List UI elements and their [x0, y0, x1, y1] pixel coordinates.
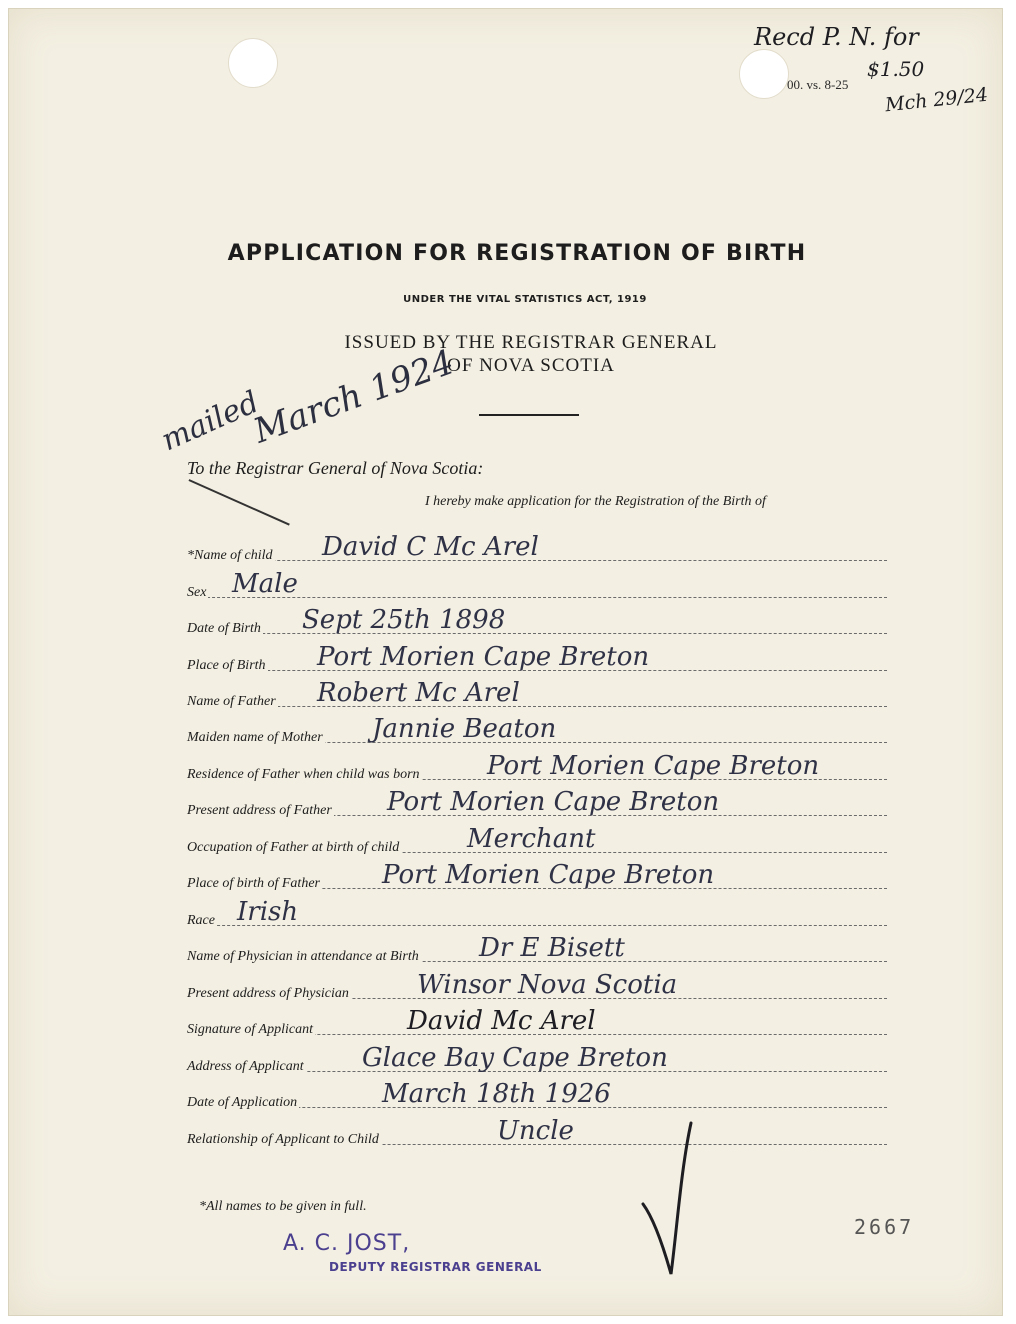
annotation-amount: $1.50: [867, 57, 925, 81]
annotation-received: Recd P. N. for: [754, 23, 919, 51]
field-name-of-father: [187, 680, 887, 710]
field-sex: [187, 571, 887, 601]
field-maiden-name-of-mother: [187, 716, 887, 746]
field-label: Race: [187, 913, 215, 928]
punch-hole-left: [228, 38, 278, 88]
field-label: Place of Birth: [187, 658, 266, 673]
issuer-block: [9, 331, 1003, 377]
field-label: Present address of Father: [187, 803, 332, 818]
field-present-address-of-father: [187, 789, 887, 819]
field-value: Dr E Bisett: [479, 933, 625, 963]
punch-hole-right: [739, 49, 789, 99]
field-value: Irish: [237, 897, 299, 927]
field-value: Port Morien Cape Breton: [387, 787, 720, 817]
checkmark-icon: [639, 1119, 699, 1279]
document-sheet: [8, 8, 1003, 1316]
field-label: Occupation of Father at birth of child: [187, 840, 400, 855]
field-label: Name of Physician in attendance at Birth: [187, 949, 419, 964]
dotted-line: [187, 633, 887, 634]
document-title: APPLICATION FOR REGISTRATION OF BIRTH: [227, 241, 807, 266]
field-label: Residence of Father when child was born: [187, 767, 420, 782]
field-value: Port Morien Cape Breton: [487, 751, 820, 781]
salutation: To the Registrar General of Nova Scotia:: [187, 458, 484, 478]
field-address-of-applicant: [187, 1045, 887, 1075]
issuer-line-1: ISSUED BY THE REGISTRAR GENERAL: [344, 332, 718, 353]
document-subtitle: UNDER THE VITAL STATISTICS ACT, 1919: [403, 294, 647, 305]
mailed-annotation: mailed: [156, 384, 265, 459]
field-label: Relationship of Applicant to Child: [187, 1132, 379, 1147]
field-name-of-child: [187, 534, 887, 564]
field-label: Date of Application: [187, 1095, 298, 1110]
field-place-of-birth-of-father: [187, 862, 887, 892]
field-value: Robert Mc Arel: [317, 678, 520, 708]
field-date-of-birth: [187, 607, 887, 637]
field-label: *Name of child: [187, 548, 273, 563]
field-label: Signature of Applicant: [187, 1022, 313, 1037]
footnote: *All names to be given in full.: [199, 1199, 367, 1214]
field-physician-name: [187, 935, 887, 965]
field-value: David C Mc Arel: [322, 532, 539, 562]
annotation-stroke: [189, 479, 290, 525]
field-label: Maiden name of Mother: [187, 730, 323, 745]
field-relationship-of-applicant: [187, 1118, 887, 1148]
form-number: 00. vs. 8-25: [787, 77, 849, 92]
field-value: Glace Bay Cape Breton: [362, 1043, 668, 1073]
stamp-title: DEPUTY REGISTRAR GENERAL: [329, 1260, 542, 1274]
dotted-line: [187, 706, 887, 707]
field-label: Date of Birth: [187, 621, 261, 636]
field-value: David Mc Arel: [407, 1006, 596, 1036]
annotation-date: Mch 29/24: [884, 83, 990, 117]
field-label: Present address of Physician: [187, 986, 349, 1001]
field-value: Winsor Nova Scotia: [417, 970, 678, 1000]
field-value: Male: [232, 569, 298, 599]
serial-number: 2667: [854, 1215, 915, 1239]
field-physician-address: [187, 972, 887, 1002]
field-value: Sept 25th 1898: [302, 605, 506, 635]
field-label: Place of birth of Father: [187, 876, 320, 891]
field-residence-of-father: [187, 753, 887, 783]
field-value: Port Morien Cape Breton: [382, 860, 715, 890]
mailed-date-annotation: March 1924: [248, 342, 460, 452]
field-value: Port Morien Cape Breton: [317, 642, 650, 672]
field-label: Name of Father: [187, 694, 276, 709]
field-value: Uncle: [497, 1116, 574, 1146]
field-signature-of-applicant: [187, 1008, 887, 1038]
field-occupation-of-father: [187, 826, 887, 856]
field-value: Jannie Beaton: [372, 714, 557, 744]
title-rule: [479, 414, 579, 416]
field-date-of-application: [187, 1081, 887, 1111]
intro-text: I hereby make application for the Registration of the Birth of: [425, 494, 766, 509]
field-race: [187, 899, 887, 929]
issuer-line-2: OF NOVA SCOTIA: [447, 355, 615, 376]
field-place-of-birth: [187, 644, 887, 674]
field-value: March 18th 1926: [382, 1079, 611, 1109]
field-label: Sex: [187, 585, 207, 600]
field-label: Address of Applicant: [187, 1059, 304, 1074]
field-value: Merchant: [467, 824, 596, 854]
stamp-name: A. C. JOST,: [283, 1231, 411, 1256]
